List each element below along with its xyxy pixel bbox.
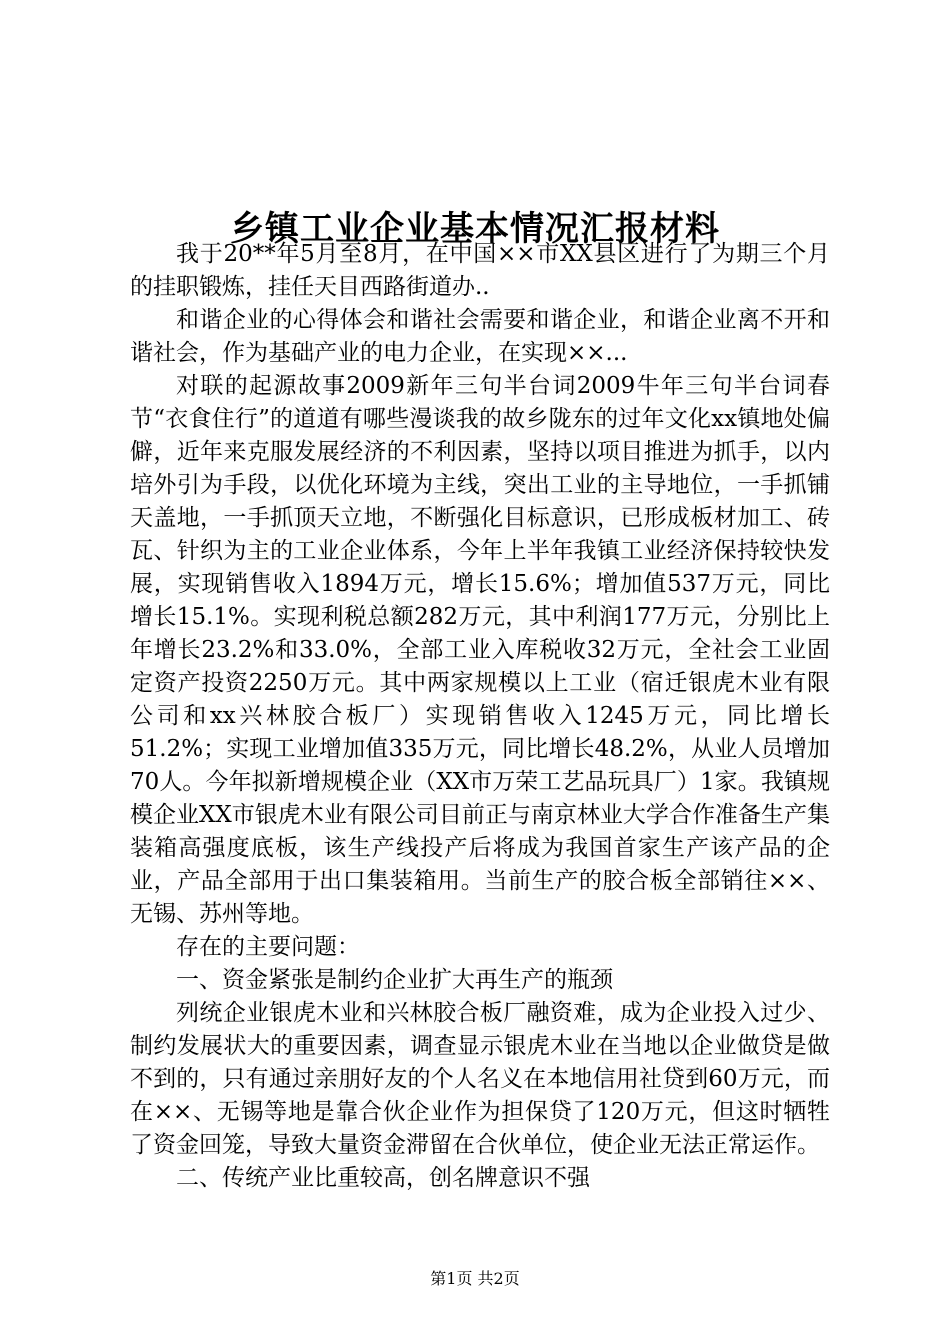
paragraph-intro-1: 我于20**年5月至8月，在中国××市XX县区进行了为期三个月的挂职锻炼，挂任天目西路街道办.. <box>130 241 830 300</box>
paragraph-main: 对联的起源故事2009新年三句半台词2009牛年三句半台词春节“衣食住行”的道道有哪些漫谈我的故乡陇东的过年文化xx镇地处偏僻，近年来克服发展经济的不利因素，坚持以项目推进为抓手，以内培外引为手段，以优化环境为主线，突出工业的主导地位，一手抓铺天盖地，一手抓顶天立地，不断强化目标意识，已形成板材加工、砖瓦、针织为主的工业企业体系，今年上半年我镇工业经济保持较快发展，实现销售收入1894万元，增长15.6%；增加值537万元，同比增长15.1%。实现利税总额282万元，其中利润177万元，分别比上年增长23.2%和33.0%，全部工业入库税收32万元，全社会工业固定资产投资2250万元。其中两家规模以上工业（宿迁银虎木业有限公司和xx兴林胶合板厂）实现销售收入1245万元，同比增长51.2%；实现工业增加值335万元，同比增长48.2%，从业人员增加70人。今年拟新增规模企业（XX市万荣工艺品玩具厂）1家。我镇规模企业XX市银虎木业有限公司目前正与南京林业大学合作准备生产集装箱高强度底板，该生产线投产后将成为我国首家生产该产品的企业，产品全部用于出口集装箱用。当前生产的胶合板全部销往××、无锡、苏州等地。 <box>130 373 830 927</box>
section-heading-1: 一、资金紧张是制约企业扩大再生产的瓶颈 <box>176 967 613 993</box>
page-number-footer: 第1页 共2页 <box>430 1269 520 1288</box>
section-heading-2: 二、传统产业比重较高，创名牌意识不强 <box>176 1165 590 1191</box>
document-title: 乡镇工业企业基本情况汇报材料 <box>230 208 720 249</box>
paragraph-intro-2: 和谐企业的心得体会和谐社会需要和谐企业，和谐企业离不开和谐社会，作为基础产业的电力企业，在实现××... <box>130 307 830 366</box>
paragraph-section-1: 列统企业银虎木业和兴林胶合板厂融资难，成为企业投入过少、制约发展状大的重要因素，调查显示银虎木业在当地以企业做贷是做不到的，只有通过亲朋好友的个人名义在本地信用社贷到60万元，而在××、无锡等地是靠合伙企业作为担保贷了120万元，但这时牺牲了资金回笼，导致大量资金滞留在合伙单位，使企业无法正常运作。 <box>130 1000 830 1158</box>
paragraph-problems-heading: 存在的主要问题： <box>176 934 360 960</box>
document-body <box>130 238 830 1195</box>
